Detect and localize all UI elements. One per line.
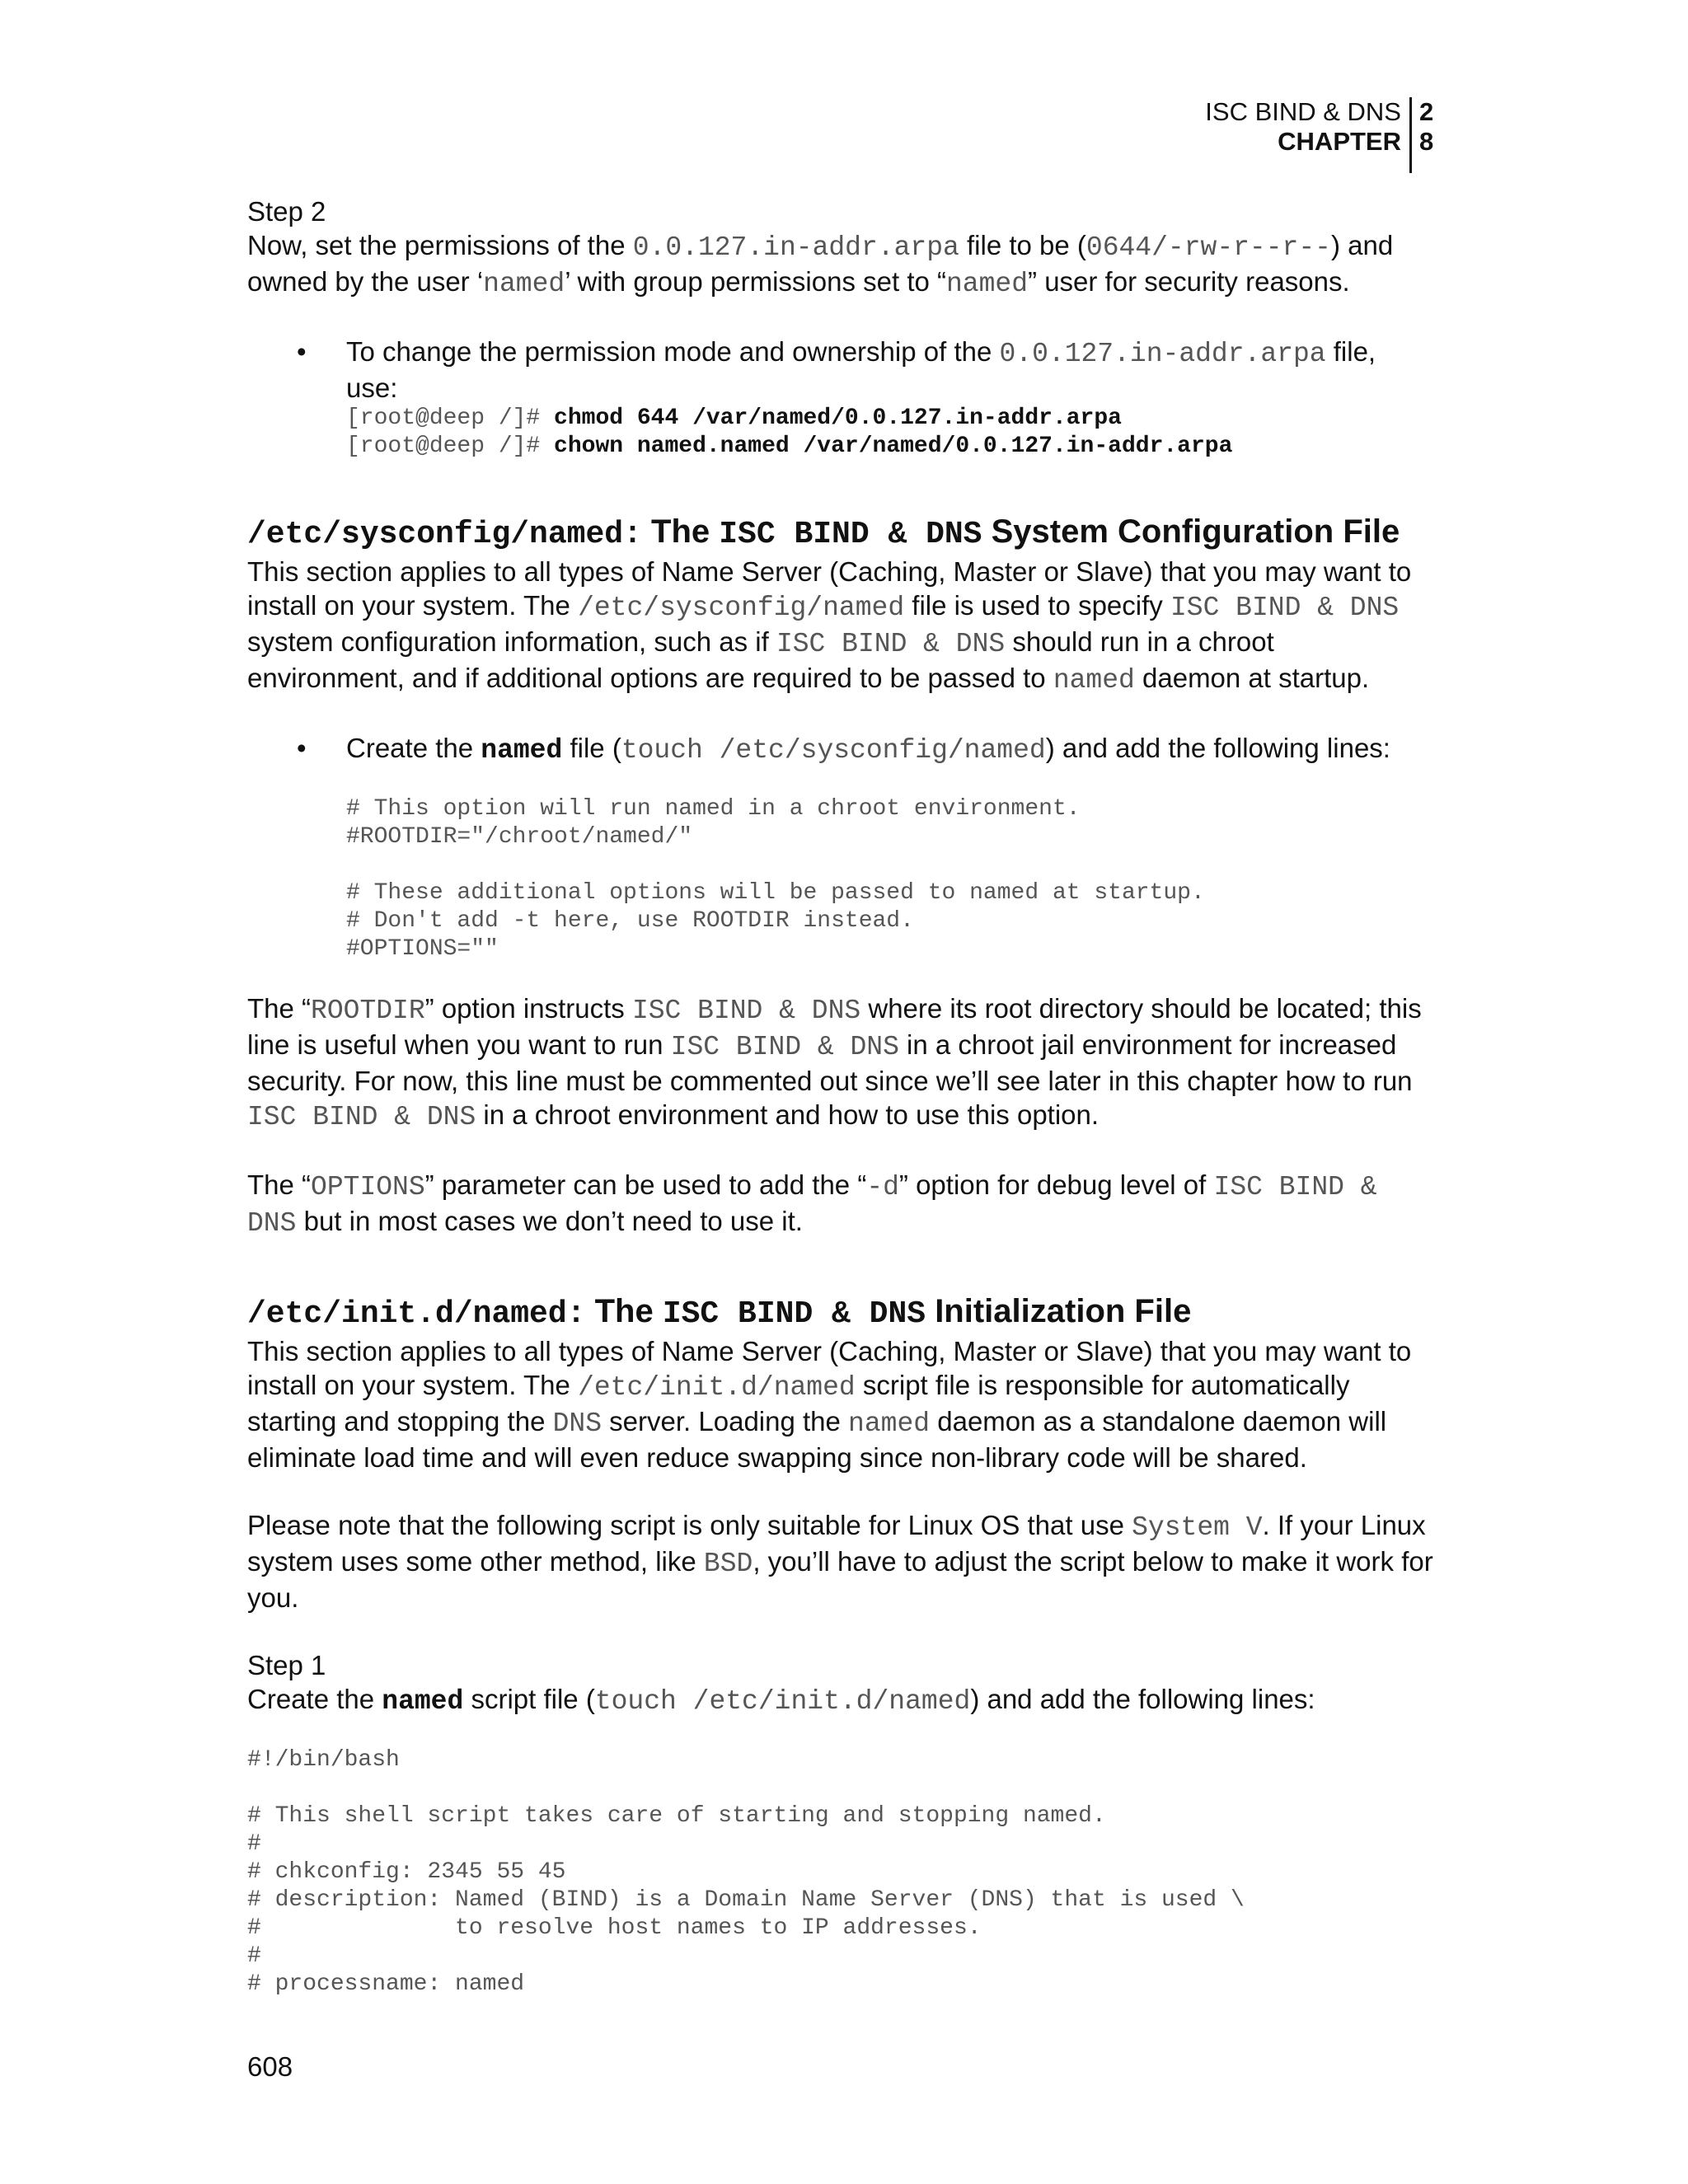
code-line: #OPTIONS=""	[346, 936, 499, 962]
header-chapter-label: CHAPTER	[1278, 127, 1401, 156]
command-line: [root@deep /]# chown named.named /var/named/0.0.127.in-addr.arpa	[346, 434, 1233, 459]
code-line: # Don't add -t here, use ROOTDIR instead.	[346, 908, 914, 934]
code-block	[346, 795, 1434, 963]
code-line: # This shell script takes care of starting and stopping named.	[247, 1803, 1106, 1829]
code-block	[247, 1746, 1434, 1999]
header-title: ISC BIND & DNS	[1205, 97, 1401, 126]
page-number: 608	[247, 2051, 293, 2082]
paragraph-rootdir: The “ROOTDIR” option instructs ISC BIND & DNS where its root directory should be located; this line is useful when you want to run ISC BIND & DNS in a chroot jail environment for increased security. For now, this line must be commented out since we’ll see later in this chapter how to run ISC BIND & DNS in a chroot environment and how to use this option.	[247, 993, 1422, 1132]
code-line	[346, 851, 1434, 879]
code-line: # This option will run named in a chroot environment.	[346, 796, 1081, 822]
paragraph-options: The “OPTIONS” parameter can be used to add the “-d” option for debug level of ISC BIND & DNS but in most cases we don’t need to use it.	[247, 1169, 1377, 1239]
paragraph-permissions: Now, set the permissions of the 0.0.127.in-addr.arpa file to be (0644/-rw-r--r--) and owned by the user ‘named’ with group permissions set to “named” user for security reasons.	[247, 230, 1394, 299]
command-line: [root@deep /]# chmod 644 /var/named/0.0.127.in-addr.arpa	[346, 405, 1122, 431]
code-line	[247, 1774, 1434, 1802]
step-text: Create the named script file (touch /etc/init.d/named) and add the following lines:	[247, 1684, 1315, 1717]
code-line: # to resolve host names to IP addresses.	[247, 1915, 982, 1941]
code-line: #ROOTDIR="/chroot/named/"	[346, 824, 693, 850]
bullet-icon: •	[297, 336, 307, 367]
code-line: # processname: named	[247, 1971, 525, 1997]
page-content	[247, 194, 1434, 1999]
bullet-icon: •	[297, 733, 307, 763]
bullet-item	[297, 335, 1434, 461]
bullet-text: Create the named file (touch /etc/sysconfig/named) and add the following lines:	[346, 733, 1390, 766]
code-line: # description: Named (BIND) is a Domain Name Server (DNS) that is used \	[247, 1887, 1245, 1913]
code-line: #	[247, 1943, 261, 1969]
code-line: #!/bin/bash	[247, 1747, 400, 1773]
chapter-number	[1419, 97, 1433, 157]
section-intro: This section applies to all types of Name Server (Caching, Master or Slave) that you may want to install on your system. The /etc/init.d/named script file is responsible for automatically starting and stopping the DNS server. Loading the named daemon as a standalone daemon will eliminate load time and will even reduce swapping since non-library code will be shared.	[247, 1336, 1412, 1473]
code-line: # chkconfig: 2345 55 45	[247, 1859, 566, 1885]
running-header	[1205, 97, 1401, 157]
chapter-digit-2: 8	[1419, 127, 1434, 156]
paragraph-note: Please note that the following script is only suitable for Linux OS that use System V. If your Linux system uses some other method, like BSD, you’ll have to adjust the script below to make it work for you.	[247, 1510, 1433, 1613]
section-heading: /etc/sysconfig/named: The ISC BIND & DNS System Configuration File	[247, 513, 1400, 552]
section-heading: /etc/init.d/named: The ISC BIND & DNS Initialization File	[247, 1293, 1192, 1332]
header-divider	[1409, 97, 1412, 173]
step-label: Step 2	[247, 196, 326, 227]
bullet-text: To change the permission mode and ownership of the 0.0.127.in-addr.arpa file, use:	[346, 336, 1376, 403]
code-line: # These additional options will be passed to named at startup.	[346, 880, 1205, 906]
step-label: Step 1	[247, 1650, 326, 1680]
section-intro: This section applies to all types of Name Server (Caching, Master or Slave) that you may want to install on your system. The /etc/sysconfig/named file is used to specify ISC BIND & DNS system configuration information, such as if ISC BIND & DNS should run in a chroot environment, and if additional options are required to be passed to named daemon at startup.	[247, 556, 1412, 696]
chapter-digit-1: 2	[1419, 97, 1434, 126]
bullet-item	[297, 731, 1434, 767]
code-line: #	[247, 1831, 261, 1857]
